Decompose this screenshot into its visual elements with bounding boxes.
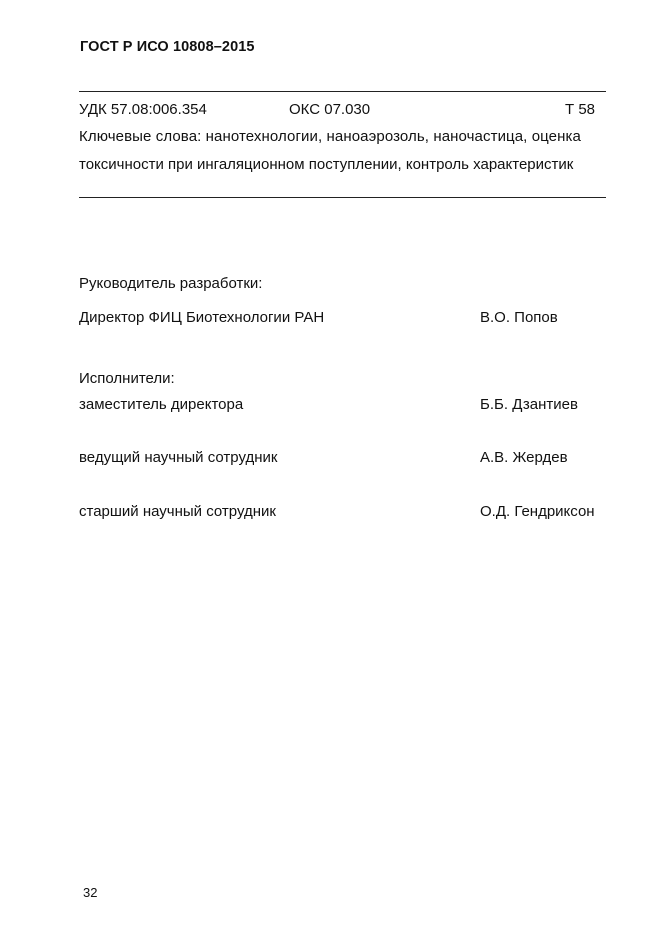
document-header-title: ГОСТ Р ИСО 10808–2015 bbox=[80, 39, 255, 55]
classification-code: Т 58 bbox=[565, 101, 596, 118]
executor-row bbox=[79, 503, 606, 523]
executors-heading: Исполнители: bbox=[79, 370, 175, 387]
executor-position: заместитель директора bbox=[79, 396, 244, 413]
udk-code: УДК 57.08:006.354 bbox=[79, 101, 207, 118]
leader-position: Директор ФИЦ Биотехнологии РАН bbox=[79, 309, 325, 326]
top-divider bbox=[79, 91, 606, 92]
executor-position: ведущий научный сотрудник bbox=[79, 449, 278, 466]
bottom-divider bbox=[79, 197, 606, 198]
executor-name: А.В. Жердев bbox=[480, 449, 568, 466]
executor-name: Б.Б. Дзантиев bbox=[480, 396, 578, 413]
oks-code: ОКС 07.030 bbox=[289, 101, 371, 118]
page-number: 32 bbox=[83, 885, 98, 900]
executor-row bbox=[79, 396, 606, 416]
keywords-line-2: токсичности при ингаляционном поступлении, контроль характеристик bbox=[79, 156, 574, 173]
executor-name: О.Д. Гендриксон bbox=[480, 503, 595, 520]
leader-name: В.О. Попов bbox=[480, 309, 558, 326]
leader-heading: Руководитель разработки: bbox=[79, 275, 263, 292]
leader-row bbox=[79, 309, 606, 329]
executor-position: старший научный сотрудник bbox=[79, 503, 276, 520]
executor-row bbox=[79, 449, 606, 469]
keywords-line-1: Ключевые слова: нанотехнологии, наноаэрозоль, наночастица, оценка bbox=[79, 128, 581, 145]
